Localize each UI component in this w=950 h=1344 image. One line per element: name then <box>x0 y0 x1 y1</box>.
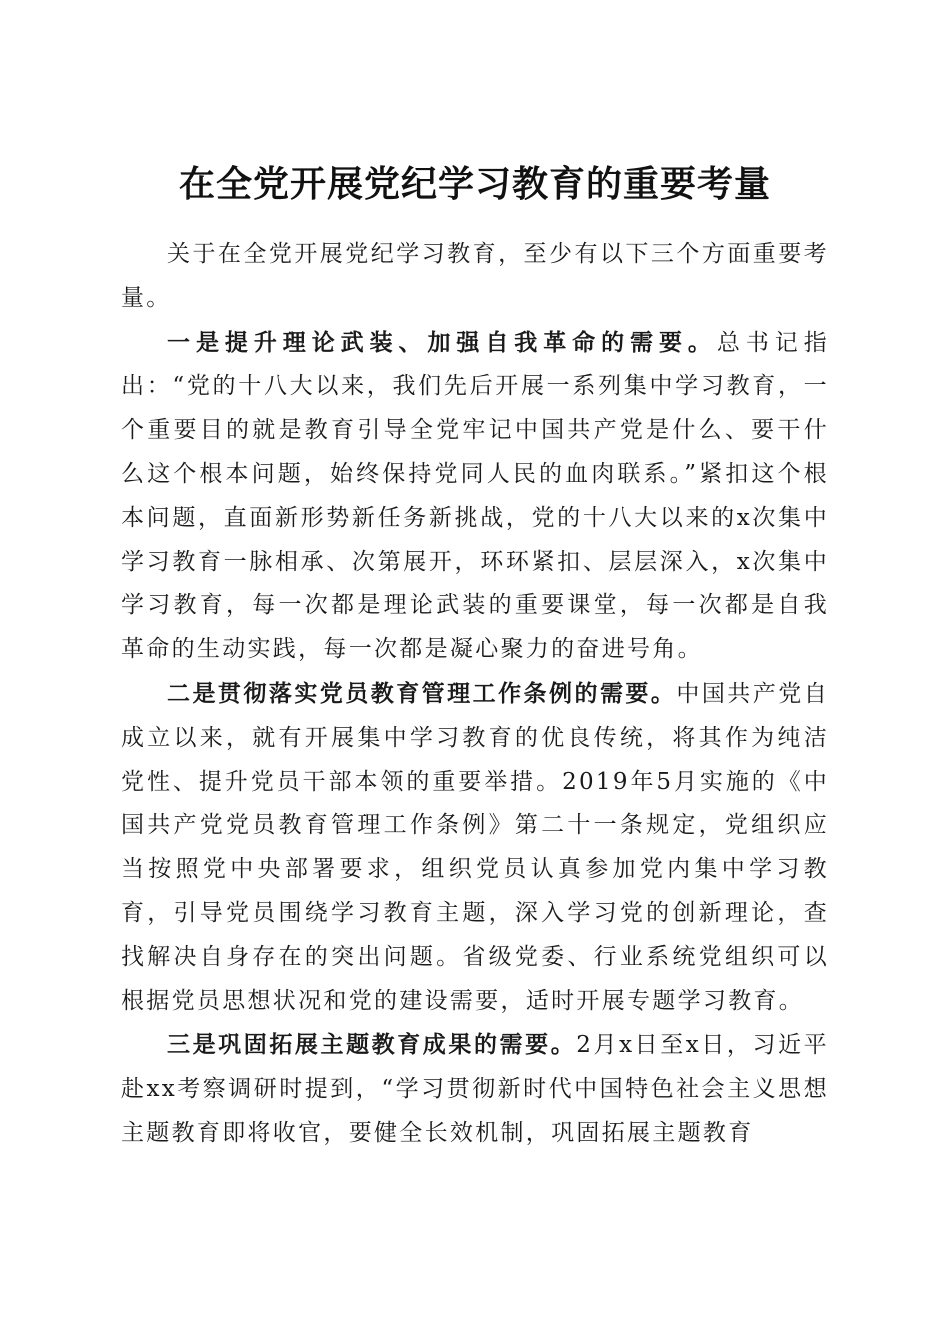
paragraph-text: 关于在全党开展党纪学习教育，至少有以下三个方面重要考量。 <box>121 241 829 311</box>
paragraph-text: 2月x日至x日，习近平赴xx考察调研时提到，“学习贯彻新时代中国特色社会主义思想主题教育即将收官，要健全长效机制，巩固拓展主题教育 <box>121 1032 829 1146</box>
paragraph-lead: 一是提升理论武装、加强自我革命的需要。 <box>167 328 717 356</box>
paragraph-lead: 二是贯彻落实党员教育管理工作条例的需要。 <box>167 679 677 707</box>
paragraph-point-two <box>121 672 829 1023</box>
paragraph-point-one <box>121 321 829 672</box>
paragraph-point-three <box>121 1023 829 1155</box>
paragraph-text: 中国共产党自成立以来，就有开展集中学习教育的优良传统，将其作为纯洁党性、提升党员干部本领的重要举措。2019年5月实施的《中国共产党党员教育管理工作条例》第二十一条规定，党组织应当按照党中央部署要求，组织党员认真参加党内集中学习教育，引导党员围绕学习教育主题，深入学习党的创新理论，查找解决自身存在的突出问题。省级党委、行业系统党组织可以根据党员思想状况和党的建设需要，适时开展专题学习教育。 <box>121 680 829 1014</box>
paragraph-lead: 三是巩固拓展主题教育成果的需要。 <box>167 1031 577 1059</box>
document-body <box>121 232 829 1156</box>
document-title: 在全党开展党纪学习教育的重要考量 <box>178 163 771 206</box>
paragraph-text: 总书记指出：“党的十八大以来，我们先后开展一系列集中学习教育，一个重要目的就是教育引导全党牢记中国共产党是什么、要干什么这个根本问题，始终保持党同人民的血肉联系。”紧扣这个根本问题，直面新形势新任务新挑战，党的十八大以来的x次集中学习教育一脉相承、次第展开，环环紧扣、层层深入，x次集中学习教育，每一次都是理论武装的重要课堂，每一次都是自我革命的生动实践，每一次都是凝心聚力的奋进号角。 <box>121 329 829 663</box>
paragraph-intro <box>121 232 829 321</box>
